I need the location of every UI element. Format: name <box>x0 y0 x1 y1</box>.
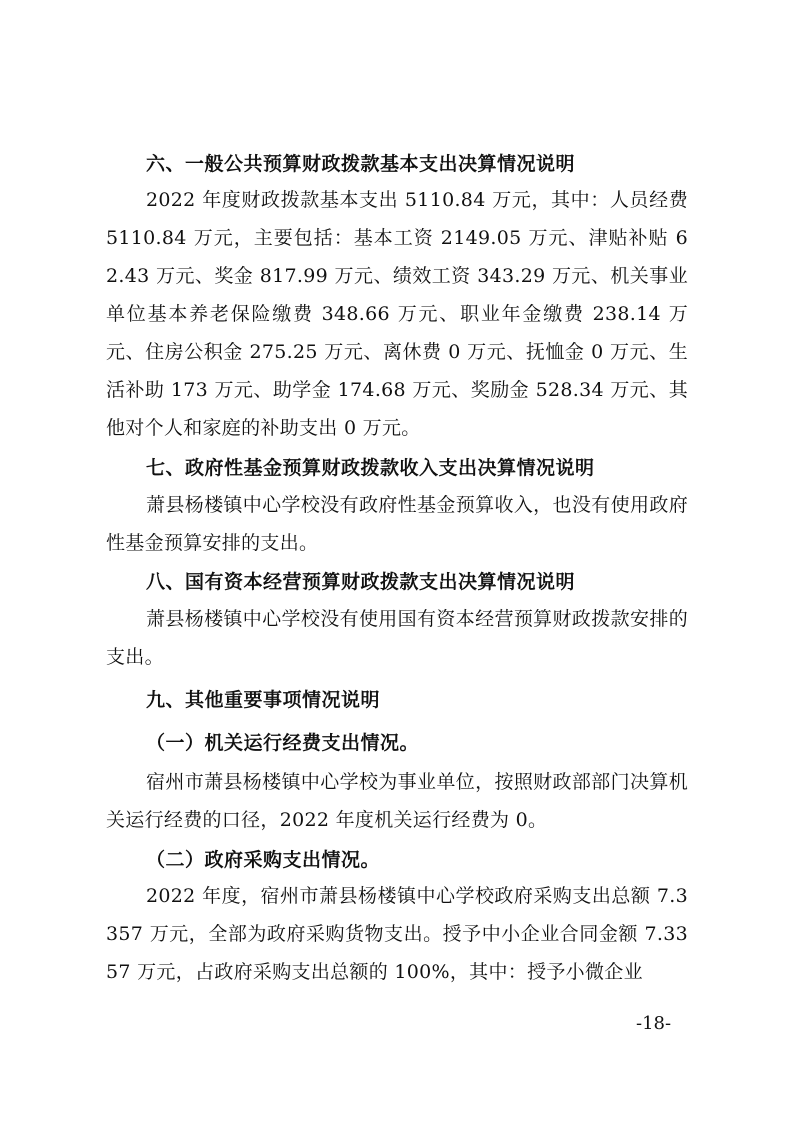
section-6-paragraph: 2022 年度财政拨款基本支出 5110.84 万元，其中：人员经费 5110.84 万元，主要包括：基本工资 2149.05 万元、津贴补贴 62.43 万元、奖金 817.99 万元、绩效工资 343.29 万元、机关事业单位基本养老保险缴费 348.66 万元、职业年金缴费 238.14 万元、住房公积金 275.25 万元、离休费 0 万元、抚恤金 0 万元、生活补助 173 万元、助学金 174.68 万元、奖励金 528.34 万元、其他对个人和家庭的补助支出 0 万元。 <box>106 189 688 439</box>
subsection-1-heading: （一）机关运行经费支出情况。 <box>146 732 420 754</box>
section-7-heading: 七、政府性基金预算财政拨款收入支出决算情况说明 <box>146 457 595 479</box>
section-9-heading: 九、其他重要事项情况说明 <box>146 689 381 711</box>
subsection-2-heading: （二）政府采购支出情况。 <box>146 849 381 871</box>
section-7-paragraph: 萧县杨楼镇中心学校没有政府性基金预算收入，也没有使用政府性基金预算安排的支出。 <box>106 494 688 554</box>
section-8-heading: 八、国有资本经营预算财政拨款支出决算情况说明 <box>146 571 576 593</box>
subsection-1-paragraph: 宿州市萧县杨楼镇中心学校为事业单位，按照财政部部门决算机关运行经费的口径，2022 年度机关运行经费为 0。 <box>106 771 688 831</box>
section-6-heading: 六、一般公共预算财政拨款基本支出决算情况说明 <box>146 153 576 175</box>
section-8-paragraph: 萧县杨楼镇中心学校没有使用国有资本经营预算财政拨款安排的支出。 <box>106 608 688 668</box>
page-number: -18- <box>636 1013 672 1034</box>
subsection-2-paragraph: 2022 年度，宿州市萧县杨楼镇中心学校政府采购支出总额 7.3357 万元，全部为政府采购货物支出。授予中小企业合同金额 7.3357 万元，占政府采购支出总额的 100%，其中：授予小微企业 <box>106 885 688 983</box>
